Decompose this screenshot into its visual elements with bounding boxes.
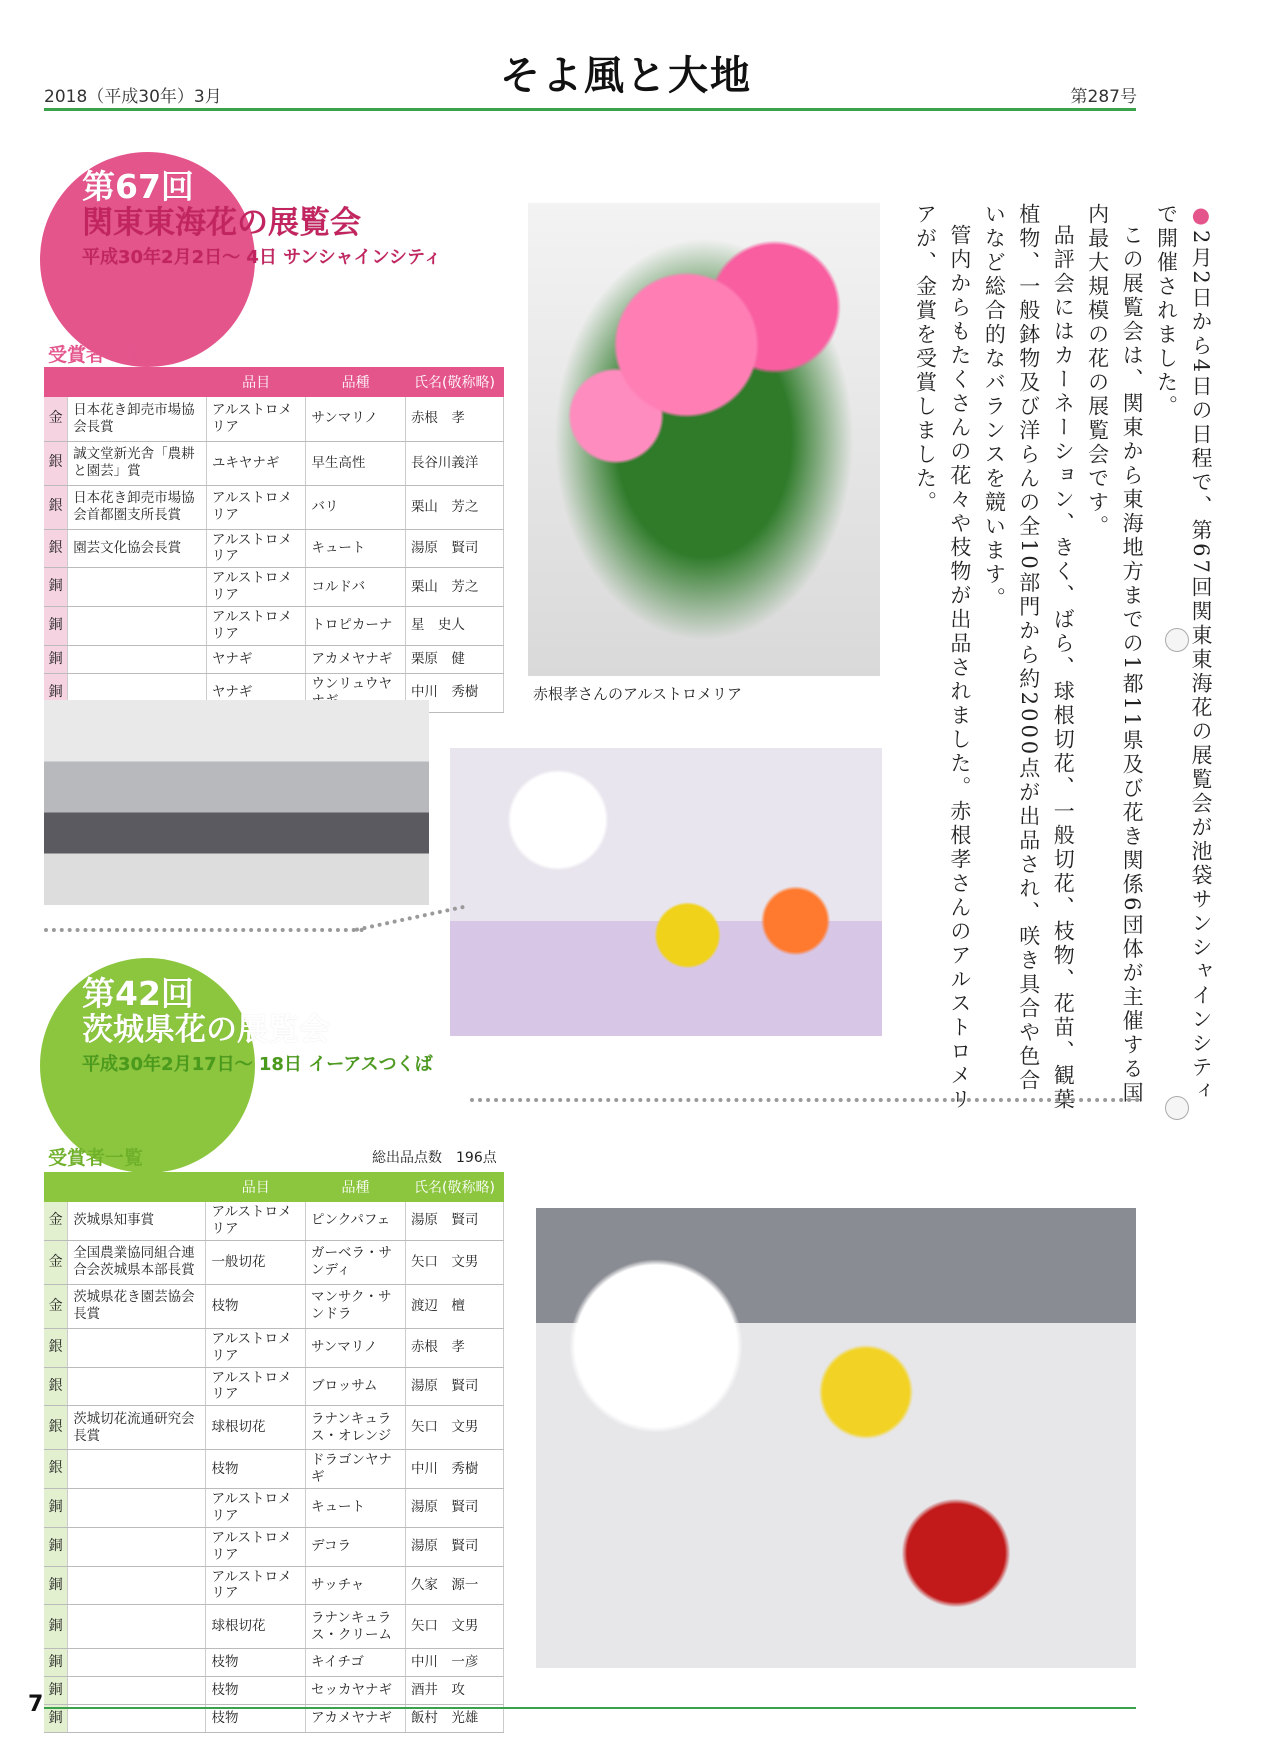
award-name: 茨城県知事賞 <box>68 1202 206 1240</box>
variety: アカメヤナギ <box>306 645 406 673</box>
award-name <box>68 645 207 673</box>
table-row <box>44 1489 504 1528</box>
section2-name: 茨城県花の展覧会 <box>82 1011 330 1048</box>
table-row <box>44 485 504 529</box>
award-name <box>68 1527 206 1566</box>
award-name <box>68 607 207 646</box>
item-category: アルストロメリア <box>206 485 306 529</box>
variety: ガーベラ・サンディ <box>305 1240 405 1284</box>
section1-name: 関東東海花の展覧会 <box>82 204 361 241</box>
variety: キュート <box>306 529 406 568</box>
section-divider <box>44 928 364 932</box>
article-paragraph: この展覧会は、関東から東海地方までの1都11県及び花き関係6団体が主催する国内最大規模の花の展覧会です。 <box>1085 203 1145 1106</box>
item-category: 球根切花 <box>206 1605 306 1649</box>
item-category: アルストロメリア <box>206 1328 306 1367</box>
grower-name: 中川 秀樹 <box>405 1450 503 1489</box>
variety: ブロッサム <box>305 1367 405 1406</box>
table-row <box>44 441 504 485</box>
section-divider <box>470 1098 1140 1102</box>
variety: アカメヤナギ <box>305 1705 405 1733</box>
article-body <box>908 203 1218 1113</box>
section1-title <box>82 168 442 268</box>
article-paragraph: 2月2日から4日の日程で、第67回関東東海花の展覧会が池袋サンシャインシティで開催されました。 <box>1154 203 1213 1104</box>
grower-name: 矢口 文男 <box>405 1406 503 1450</box>
award-rank: 銀 <box>44 441 68 485</box>
binder-hole <box>1165 1096 1189 1120</box>
grower-name: 飯村 光雄 <box>405 1705 503 1733</box>
header-rule <box>44 108 1136 111</box>
award-rank: 銀 <box>44 1406 68 1450</box>
grower-name: 星 史人 <box>405 607 503 646</box>
table-header-cell: 氏名(敬称略) <box>405 367 503 397</box>
award-rank: 金 <box>44 1202 68 1240</box>
variety: サンマリノ <box>305 1328 405 1367</box>
award-name <box>68 1566 206 1605</box>
table-row <box>44 529 504 568</box>
grower-name: 矢口 文男 <box>405 1240 503 1284</box>
table-row <box>44 607 504 646</box>
award-name <box>68 1367 206 1406</box>
grower-name: 矢口 文男 <box>405 1605 503 1649</box>
award-rank: 銅 <box>44 607 68 646</box>
table-row <box>44 1605 504 1649</box>
item-category: ユキヤナギ <box>206 441 306 485</box>
grower-name: 湯原 賢司 <box>405 1202 503 1240</box>
variety: マンサク・サンドラ <box>305 1284 405 1328</box>
award-rank: 銅 <box>44 1649 68 1677</box>
item-category: アルストロメリア <box>206 1566 306 1605</box>
section2-award-table <box>44 1172 504 1733</box>
table-row <box>44 1284 504 1328</box>
section1-edition: 第67回 <box>82 167 194 206</box>
award-rank: 銅 <box>44 1489 68 1528</box>
variety: キュート <box>305 1489 405 1528</box>
award-rank: 金 <box>44 1240 68 1284</box>
variety: サンマリノ <box>306 397 406 441</box>
variety: 早生高性 <box>306 441 406 485</box>
grower-name: 赤根 孝 <box>405 397 503 441</box>
ibaraki-booth-photo <box>450 748 882 1036</box>
award-name: 日本花き卸売市場協会長賞 <box>68 397 207 441</box>
table-row <box>44 645 504 673</box>
grower-name: 栗原 健 <box>405 645 503 673</box>
variety: トロピカーナ <box>306 607 406 646</box>
issue-date: 2018（平成30年）3月 <box>44 87 222 107</box>
variety: ラナンキュラス・クリーム <box>305 1605 405 1649</box>
award-rank: 銀 <box>44 1450 68 1489</box>
article-paragraph: 管内からもたくさんの花々や枝物が出品されました。赤根孝さんのアルストロメリアが、金賞を受賞しました。 <box>913 203 972 1112</box>
table-row <box>44 1649 504 1677</box>
item-category: 枝物 <box>206 1649 306 1677</box>
grower-name: 久家 源一 <box>405 1566 503 1605</box>
table-row <box>44 1566 504 1605</box>
grower-name: 赤根 孝 <box>405 1328 503 1367</box>
table-row <box>44 397 504 441</box>
table-row <box>44 1406 504 1450</box>
item-category: アルストロメリア <box>206 1202 306 1240</box>
grower-name: 中川 秀樹 <box>405 673 503 712</box>
bullet-icon: ● <box>1188 203 1213 230</box>
variety: バリ <box>306 485 406 529</box>
item-category: 枝物 <box>206 1450 306 1489</box>
issue-number: 第287号 <box>1070 87 1137 107</box>
section2-edition: 第42回 <box>82 974 194 1013</box>
award-name <box>68 1328 206 1367</box>
table-header-cell: 品目 <box>206 367 306 397</box>
variety: サッチャ <box>305 1566 405 1605</box>
grower-name: 酒井 攻 <box>405 1677 503 1705</box>
grower-name: 栗山 芳之 <box>405 568 503 607</box>
award-name <box>68 1605 206 1649</box>
award-rank: 銅 <box>44 1705 68 1733</box>
item-category: アルストロメリア <box>206 1527 306 1566</box>
section-divider <box>355 905 465 932</box>
variety: コルドバ <box>306 568 406 607</box>
award-name: 園芸文化協会長賞 <box>68 529 207 568</box>
variety: セッカヤナギ <box>305 1677 405 1705</box>
grower-name: 湯原 賢司 <box>405 529 503 568</box>
award-name: 茨城切花流通研究会長賞 <box>68 1406 206 1450</box>
item-category: 一般切花 <box>206 1240 306 1284</box>
variety: キイチゴ <box>305 1649 405 1677</box>
award-rank: 金 <box>44 397 68 441</box>
award-name: 日本花き卸売市場協会首都圏支所長賞 <box>68 485 207 529</box>
item-category: ヤナギ <box>206 673 306 712</box>
grower-name: 栗山 芳之 <box>405 485 503 529</box>
variety: ウンリュウヤ <box>306 673 406 712</box>
variety: ラナンキュラス・オレンジ <box>305 1406 405 1450</box>
grower-name: 長谷川義洋 <box>405 441 503 485</box>
section2-dates: 平成30年2月17日～ 18日 イーアスつくば <box>82 1053 433 1075</box>
award-rank: 銅 <box>44 645 68 673</box>
award-rank: 銅 <box>44 1605 68 1649</box>
item-category: 球根切花 <box>206 1406 306 1450</box>
exhibition-hall-photo <box>44 700 429 905</box>
award-name: 茨城県花き園芸協会長賞 <box>68 1284 206 1328</box>
item-category: アルストロメリア <box>206 529 306 568</box>
alstroemeria-photo <box>528 203 880 676</box>
grower-name: 湯原 賢司 <box>405 1367 503 1406</box>
table-row <box>44 568 504 607</box>
table-header-cell <box>44 367 68 397</box>
table-row <box>44 1367 504 1406</box>
grower-name: 湯原 賢司 <box>405 1527 503 1566</box>
item-category: アルストロメリア <box>206 1367 306 1406</box>
section2-table-label: 受賞者一覧 <box>48 1147 144 1169</box>
table-header-cell <box>44 1172 68 1202</box>
award-name <box>68 1489 206 1528</box>
award-rank: 銀 <box>44 529 68 568</box>
award-name <box>68 568 207 607</box>
photo-caption: 赤根孝さんのアルストロメリア <box>533 685 742 703</box>
table-row <box>44 1677 504 1705</box>
page-number: 7 <box>28 1692 44 1717</box>
grower-name: 湯原 賢司 <box>405 1489 503 1528</box>
table-header-cell: 品種 <box>306 367 406 397</box>
table-header-cell: 氏名(敬称略) <box>405 1172 503 1202</box>
award-rank: 金 <box>44 1284 68 1328</box>
table-row <box>44 1527 504 1566</box>
section1-dates: 平成30年2月2日～ 4日 サンシャインシティ <box>82 246 442 268</box>
award-rank: 銀 <box>44 485 68 529</box>
award-name <box>68 1677 206 1705</box>
award-rank: 銅 <box>44 1527 68 1566</box>
binder-hole <box>1165 628 1189 652</box>
award-name <box>68 1450 206 1489</box>
section1-table-label: 受賞者一覧 <box>48 344 144 366</box>
item-category: 枝物 <box>206 1284 306 1328</box>
item-category: アルストロメリア <box>206 1489 306 1528</box>
variety: ピンクパフェ <box>305 1202 405 1240</box>
award-rank: 銅 <box>44 1677 68 1705</box>
table-header-cell <box>68 1172 206 1202</box>
award-rank: 銅 <box>44 1566 68 1605</box>
section1-award-table <box>44 367 504 713</box>
item-category: アルストロメリア <box>206 568 306 607</box>
governor-award-photo <box>536 1208 1136 1668</box>
award-name: 誠文堂新光舎「農耕と園芸」賞 <box>68 441 207 485</box>
item-category: アルストロメリア <box>206 607 306 646</box>
section2-title <box>82 975 433 1075</box>
item-category: 枝物 <box>206 1677 306 1705</box>
table-header-cell <box>68 367 207 397</box>
total-entries: 総出品点数 196点 <box>372 1150 497 1166</box>
grower-name: 中川 一彦 <box>405 1649 503 1677</box>
table-row <box>44 1202 504 1240</box>
table-row <box>44 1240 504 1284</box>
award-rank: 銅 <box>44 673 68 712</box>
award-rank: 銀 <box>44 1367 68 1406</box>
table-row <box>44 1328 504 1367</box>
award-name <box>68 1649 206 1677</box>
table-row <box>44 1450 504 1489</box>
item-category: アルストロメリア <box>206 397 306 441</box>
article-paragraph: 品評会にはカーネーション、きく、ばら、球根切花、一般切花、枝物、花苗、観葉植物、一般鉢物及び洋らんの全10部門から約2000点が出品され、咲き具合や色合いなど総合的なバランスを競います。 <box>982 203 1076 1112</box>
variety: ドラゴンヤナギ <box>305 1450 405 1489</box>
item-category: ヤナギ <box>206 645 306 673</box>
variety: デコラ <box>305 1527 405 1566</box>
award-rank: 銅 <box>44 568 68 607</box>
newsletter-logo: そよ風と大地 <box>500 52 752 99</box>
item-category: 枝物 <box>206 1705 306 1733</box>
footer-rule <box>44 1707 1136 1709</box>
table-header-cell: 品目 <box>206 1172 306 1202</box>
award-rank: 銀 <box>44 1328 68 1367</box>
table-header-cell: 品種 <box>305 1172 405 1202</box>
award-name: 全国農業協同組合連合会茨城県本部長賞 <box>68 1240 206 1284</box>
grower-name: 渡辺 檀 <box>405 1284 503 1328</box>
